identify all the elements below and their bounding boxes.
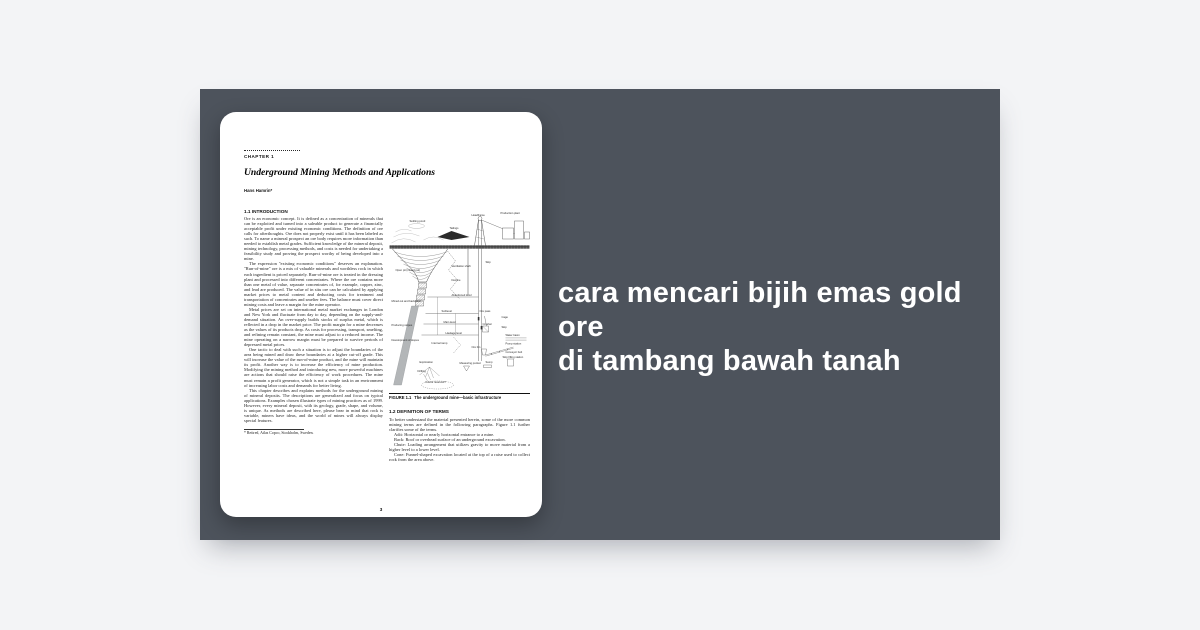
fig-label-decline: Decline <box>451 278 461 282</box>
preview-title-line-1: cara mencari bijih emas gold ore <box>558 277 962 343</box>
fig-label-skip-filling: Skip filling station <box>502 355 524 359</box>
fig-label-main-level: Main level <box>443 320 456 324</box>
fig-label-ventilation-shaft: Ventilation shaft <box>451 264 471 268</box>
fig-label-conveyor-belt: Conveyor belt <box>505 350 523 354</box>
section-heading-terms: 1.2 DEFINITION OF TERMS <box>389 409 449 415</box>
author-name: Hans Hamrin* <box>244 187 273 193</box>
fig-label-production-plant: Production plant <box>500 211 520 215</box>
figure-caption <box>389 396 530 401</box>
fig-label-internal-ramp: Internal ramp <box>431 341 448 345</box>
two-column-layout <box>244 209 530 463</box>
fig-label-exploration: Exploration <box>419 360 433 364</box>
figure-caption-text: The underground mine—basic infrastructure <box>414 394 502 400</box>
intro-paragraph-3: Metal prices are set on international metal market exchanges in London and New York and fluctuate from day to day, depending on the supply-and-demand situation. An over-supply builds stocks of surplus metal, which is reflected in a drop in the market price. The profit margin for a mine decreases as the values of its products drop. As costs for processing, transport, smelting, and refining remain constant, the mine must adjust to a reduced income. The mine operating on a narrow margin must be prepared to survive periods of depressed metal prices. <box>244 306 383 348</box>
fig-label-future-reserves: Future reserves? <box>425 380 446 384</box>
figure-caption-label: FIGURE 1.1 <box>389 394 412 400</box>
fig-label-cage: Cage <box>501 315 508 319</box>
fig-label-open-pit: Open pit (mined out) <box>395 268 420 272</box>
fig-label-measuring-pocket: Measuring pocket <box>459 361 481 365</box>
fig-label-producing-stopes: Producing stopes <box>391 323 413 327</box>
term-definition-adit: Adit: Horizontal or nearly horizontal entrance to a mine. <box>394 431 495 437</box>
term-definition-cone: Cone: Funnel-shaped excavation located at the top of a raise used to collect rock from the area above. <box>389 452 530 463</box>
figure-rule <box>389 393 530 394</box>
fig-label-crusher: Crusher <box>482 322 493 326</box>
fig-label-development-stopes: Development of stopes <box>391 338 419 342</box>
document-thumbnail <box>220 112 542 517</box>
chapter-dotted-rule <box>244 150 300 151</box>
document-page <box>220 112 542 517</box>
fig-label-haulage-level: Haulage level <box>445 331 462 335</box>
intro-paragraph-2: The expression "existing economic conditions" deserves an explanation. "Run-of-mine" ore is a mix of valuable minerals and worthless rock in which each ingredient is priced separately. Run-of-mine ore is treated in the dressing plant and processed into different concentrates. Where the ore contains more than one metal of value, separate concentrates of, for example, copper, zinc, and lead are produced. The value of in situ ore can be calculated by applying market prices to metal content and deducting costs for treatment and transportation of concentrates and smelter fees. The balance must cover direct mining costs and leave a margin for the mine operator. <box>244 261 383 307</box>
fig-label-water-basin: Water basin <box>505 333 520 337</box>
fig-label-sublevel: Sublevel <box>441 309 452 313</box>
fig-label-drilling: Drilling <box>417 369 426 373</box>
intro-paragraph-5: This chapter describes and explains methods for the underground mining of mineral deposits. The descriptions are generalized and focus on typical applications. Examples chosen illustrate types of mining practices as of 1999. However, every mineral deposit, with its geology, grade, shape, and volume, is unique. As methods are described here, please bear in mind that rock is variable, miners have ideas, and the world of mines will always display special features. <box>244 387 383 423</box>
mine-infrastructure-diagram <box>389 209 530 391</box>
terms-section <box>389 409 530 462</box>
chapter-label: CHAPTER 1 <box>244 154 275 159</box>
footnote-rule <box>244 429 304 430</box>
section-heading-introduction: 1.1 INTRODUCTION <box>244 208 288 214</box>
fig-label-sump: Sump <box>485 360 493 364</box>
fig-label-ore-pass: Ore pass <box>479 309 491 313</box>
footnote <box>244 429 383 436</box>
term-definition-chute: Chute: Loading arrangement that utilizes gravity to move material from a higher level to a lower level. <box>389 442 530 453</box>
fig-label-settling-pond: Settling pond <box>409 219 426 223</box>
document-title: Underground Mining Methods and Applications <box>244 167 436 178</box>
fig-label-abandoned-level: Abandoned level <box>451 293 472 297</box>
footnote-text: * Retired, Atlas Copco, Stockholm, Sweden. <box>244 431 314 436</box>
fig-label-skip-top: Skip <box>485 260 491 264</box>
left-column <box>244 209 383 463</box>
terms-lead-paragraph: To better understand the material presented herein, some of the more common mining terms are defined in the following paragraphs. Figure 1.1 further clarifies some of the terms. <box>389 416 530 432</box>
fig-label-mined-out: Mined out and backfilled <box>391 299 421 303</box>
term-definition-back: Back: Roof or overhead surface of an underground excavation. <box>394 436 506 442</box>
preview-title-line-2: di tambang bawah tanah <box>558 345 901 377</box>
intro-paragraph-4: One tactic to deal with such a situation is to adjust the boundaries of the area being mined and draw these boundaries at a higher cut-off grade. This will increase the value of the run-of-mine product, and the mine will maintain its profit. Another way is to increase the efficiency of mine production. Modifying the mining method and introducing new, more powerful machines are actions that should raise the efficiency of work procedures. The mine must remain a profit generator, which is not a simple task in an environment of increasing labor costs and demands for better living. <box>244 347 383 388</box>
page-number: 3 <box>379 507 383 512</box>
fig-label-pump-station: Pump station <box>505 342 522 345</box>
right-column <box>389 209 530 463</box>
preview-panel <box>200 89 1000 540</box>
fig-label-headframe: Headframe <box>471 213 485 217</box>
fig-label-ore-bin: Ore bin <box>471 345 481 349</box>
fig-label-skip-mid: Skip <box>501 325 507 329</box>
fig-label-tailings: Tailings <box>449 226 459 230</box>
preview-title <box>558 276 988 378</box>
figure-1-1 <box>389 209 530 401</box>
intro-paragraph-1: Ore is an economic concept. It is defined as a concentration of minerals that can be exploited and turned into a saleable product to generate a financially acceptable profit under existing economic conditions. The definition of ore calls for afterthoughts. Ore does not properly exist until it has been labeled as such. To name a mineral prospect an ore body requires more information than needed to establish metal grades. Sufficient knowledge of the mineral deposit, mining technology, processing methods, and costs is needed for undertaking a feasibility study and proving the prospect worthy of being developed into a mine. <box>244 216 383 262</box>
